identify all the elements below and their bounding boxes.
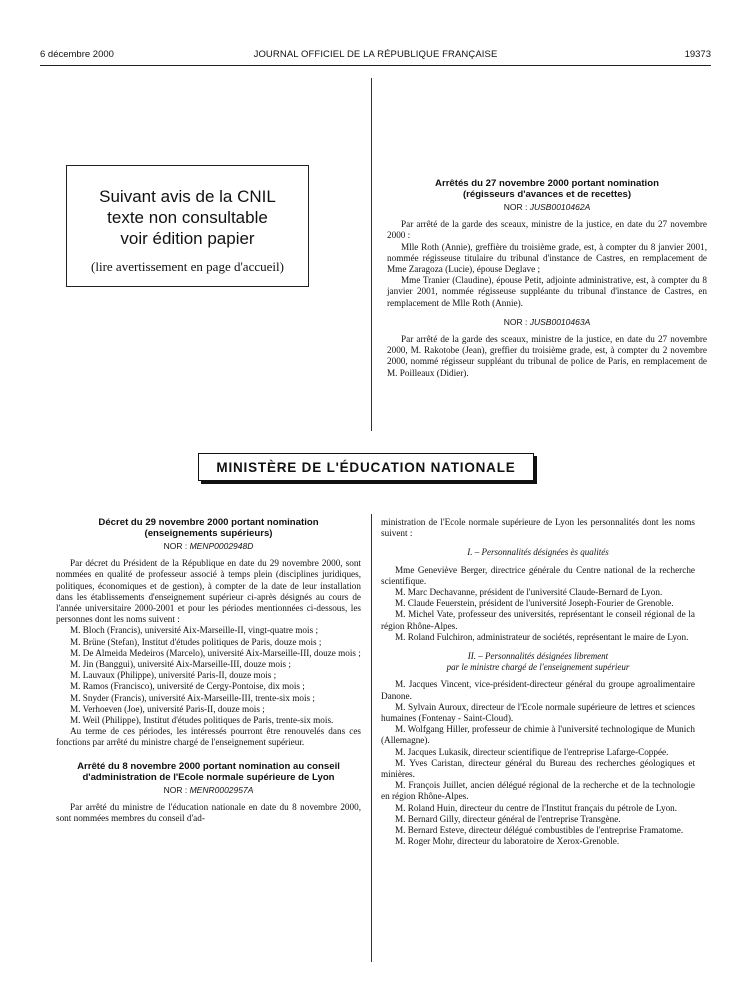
decret-title: Décret du 29 novembre 2000 portant nomination (enseignements supérieurs) — [98, 517, 319, 539]
nor-label: NOR : — [503, 202, 528, 212]
list-item: M. Roland Fulchiron, administrateur de sociétés, représentant le maire de Lyon. — [395, 631, 689, 642]
nor-label: NOR : — [503, 316, 528, 327]
cnil-notice-box — [66, 165, 309, 287]
list-item: M. Roger Mohr, directeur du laboratoire de Xerox-Grenoble. — [395, 836, 620, 847]
decret-section — [56, 517, 361, 824]
paragraph: Mlle Roth (Annie), greffière du troisième grade, est, à compter du 8 janvier 2001, nommée régisseuse titulaire du tribunal d'instance de Castres, en remplacement de Mme Zaragoza (Lucie), épouse Deglave ; — [387, 241, 707, 275]
journal-title: JOURNAL OFFICIEL DE LA RÉPUBLIQUE FRANÇAISE — [253, 49, 498, 60]
list-item: M. Bernard Esteve, directeur délégué combustibles de l'entreprise Framatome. — [395, 825, 684, 836]
list-item: M. Jacques Lukasik, directeur scientifique de l'entreprise Lafarge-Coppée. — [395, 746, 669, 757]
list-item: Mme Geneviève Berger, directrice générale du Centre national de la recherche scientifique. — [381, 564, 695, 586]
list-item: M. Snyder (Francis), université Aix-Marseille-III, trente-six mois ; — [70, 692, 315, 703]
cnil-note: (lire avertissement en page d'accueil) — [91, 259, 284, 274]
decret-intro: Par décret du Président de la République en date du 29 novembre 2000, sont nommées en qualité de professeur associé à temps plein (disciplines juridiques, politiques, économiques et de gestion), à compter de la date de leur installation dans les établissements d'enseignement supérieur ci-après désignés au cours de l'année universitaire 2000-2001 et pour les périodes mentionnées ci-dessous, les personnes dont les noms suivent : — [56, 558, 361, 625]
list-item: M. Claude Feuerstein, président de l'université Joseph-Fourier de Grenoble. — [395, 598, 674, 609]
decret-closing: Au terme de ces périodes, les intéressés pourront être renouvelés dans ces fonctions par arrêté du ministre chargé de l'enseignement supérieur. — [56, 726, 361, 748]
list-item: M. Yves Caristan, directeur général du Bureau des recherches géologiques et minières. — [381, 757, 695, 780]
arrete-lyon-title: Arrêté du 8 novembre 2000 portant nomination au conseil d'administration de l'Ecole normale supérieure de Lyon — [77, 760, 340, 783]
section-heading-2: II. – Personnalités désignées librement — [467, 651, 609, 662]
paragraph: Par arrêté de la garde des sceaux, ministre de la justice, en date du 27 novembre 2000 : — [387, 219, 707, 241]
nor-line-2 — [387, 317, 707, 328]
list-item: M. Marc Dechavanne, président de l'université Claude-Bernard de Lyon. — [395, 587, 663, 598]
section-heading-2-sub: par le ministre chargé de l'enseignement supérieur — [446, 662, 630, 673]
page-number: 19373 — [684, 49, 711, 60]
arrete-lyon-continued — [381, 517, 695, 847]
arrete-regisseurs-section — [387, 178, 707, 379]
nor-label: NOR : — [163, 784, 188, 795]
list-item: M. Roland Huin, directeur du centre de l'Institut français du pétrole de Lyon. — [395, 802, 678, 813]
column-divider-top — [371, 78, 372, 431]
header-rule — [40, 65, 711, 66]
list-item: M. François Juillet, ancien délégué régional de la recherche et de la technologie en région Rhône-Alpes. — [381, 780, 695, 802]
paragraph: Mme Tranier (Claudine), épouse Petit, adjointe administrative, est, à compter du 8 janvier 2001, nommée régisseuse suppléante du tribunal d'instance de Castres, en remplacement de Mlle Roth (Annie). — [387, 275, 707, 308]
cnil-line-3: voir édition papier — [120, 229, 255, 248]
cnil-line-1: Suivant avis de la CNIL — [99, 187, 276, 206]
arrete-regisseurs-title: Arrêtés du 27 novembre 2000 portant nomination (régisseurs d'avances et de recettes) — [435, 178, 659, 200]
list-item: M. Jacques Vincent, vice-président-directeur général du groupe agroalimentaire Danone. — [381, 679, 695, 701]
list-item: M. Bloch (Francis), université Aix-Marseille-II, vingt-quatre mois ; — [70, 625, 319, 636]
page-header — [40, 49, 711, 63]
list-item: M. Jin (Banggui), université Aix-Marseille-III, douze mois ; — [70, 659, 291, 670]
list-item: M. Sylvain Auroux, directeur de l'Ecole normale supérieure de lettres et sciences humaines (Fontenay - Saint-Cloud). — [381, 701, 695, 724]
list-item: M. Lauvaux (Philippe), université Paris-II, douze mois ; — [70, 670, 277, 681]
paragraph: Par arrêté de la garde des sceaux, ministre de la justice, en date du 27 novembre 2000, M. Rakotobe (Jean), greffier du troisième grade, est, à compter du 2 novembre 2000, nommé régisseur suppléant du tribunal de police de Paris, en remplacement de M. Poilleaux (Didier). — [387, 334, 707, 378]
nor-code: MENP0002948D — [189, 541, 254, 551]
list-item: M. Bernard Gilly, directeur général de l'entreprise Transgène. — [395, 813, 621, 824]
paragraph-continued: ministration de l'Ecole normale supérieure de Lyon les personnalités dont les noms suivent : — [381, 517, 695, 539]
nor-line-1 — [387, 202, 707, 213]
nor-code: JUSB0010462A — [529, 202, 591, 212]
header-date: 6 décembre 2000 — [40, 49, 114, 60]
list-item: M. Michel Vate, professeur des universités, représentant le conseil régional de la région Rhône-Alpes. — [381, 609, 695, 631]
nor-code: JUSB0010463A — [529, 316, 591, 327]
list-item: M. De Almeida Medeiros (Marcelo), université Aix-Marseille-III, douze mois ; — [70, 647, 361, 658]
cnil-line-2: texte non consultable — [107, 208, 268, 227]
list-item: M. Wolfgang Hiller, professeur de chimie à l'université technologique de Munich (Allemagne). — [381, 724, 695, 746]
list-item: M. Brüne (Stefan), Institut d'études politiques de Paris, douze mois ; — [70, 636, 322, 647]
section-heading-1: I. – Personnalités désignées ès qualités — [467, 547, 609, 558]
list-item: M. Weil (Philippe), Institut d'études politiques de Paris, trente-six mois. — [70, 715, 334, 726]
nor-line — [56, 785, 361, 796]
column-divider-bottom — [371, 514, 372, 962]
paragraph: Par arrêté du ministre de l'éducation nationale en date du 8 novembre 2000, sont nommées membres du conseil d'ad- — [56, 801, 361, 824]
list-item: M. Verhoeven (Joe), université Paris-II, douze mois ; — [70, 703, 265, 714]
list-item: M. Ramos (Francisco), université de Cergy-Pontoise, dix mois ; — [70, 681, 305, 692]
ministry-banner: MINISTÈRE DE L'ÉDUCATION NATIONALE — [198, 453, 534, 481]
nor-label: NOR : — [163, 541, 188, 551]
nor-line — [56, 541, 361, 552]
nor-code: MENR0002957A — [189, 784, 254, 795]
